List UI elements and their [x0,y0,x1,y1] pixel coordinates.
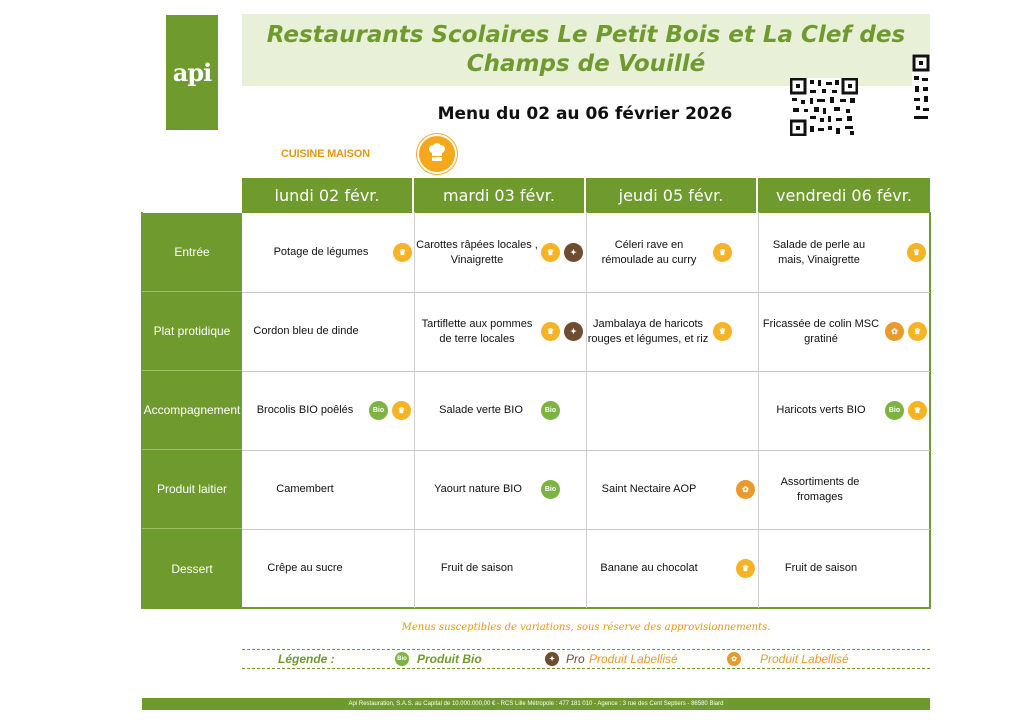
footer: Api Restauration, S.A.S. au Capital de 10.000.000,00 € - RCS Lille Métropole : 477 181 010 - Agence : 3 rue des Cent Septiers - 86580 Biard [142,698,930,710]
dish-label: Carottes râpées locales , Vinaigrette [416,238,538,266]
day-header-friday: vendredi 06 févr. [758,178,930,213]
chef-hat-icon: ♛ [541,243,560,262]
label-rosette-icon: ✿ [727,652,741,666]
chef-hat-icon: ♛ [393,243,412,262]
bio-icon: Bio [369,401,388,420]
dish-label: Fricassée de colin MSC gratiné [762,317,880,345]
legend-pro-prefix: Pro [566,652,585,666]
local-product-icon: ✦ [564,243,583,262]
dish-label: Potage de légumes [273,246,369,258]
dish-label: Crêpe au sucre [267,562,343,574]
chef-hat-icon: ♛ [392,401,411,420]
row-header-entree: Entrée [142,213,242,292]
menu-cell [415,213,586,292]
local-product-icon: ✦ [545,652,559,666]
menu-cell [587,371,758,450]
variations-note: Menus susceptibles de variations, sous réserve des approvisionnements. [401,622,771,633]
menu-cell [415,529,586,608]
legend-pro: Produit Labellisé [589,652,678,666]
day-header-tuesday: mardi 03 févr. [414,178,586,213]
dish-label: Fruit de saison [784,562,858,574]
dish-label: Banane au chocolat [600,562,698,574]
menu-cell [243,213,414,292]
row-header-accompagnement: Accompagnement [142,371,242,450]
row-header-dessert: Dessert [142,529,242,608]
cuisine-maison-label: CUISINE MAISON [281,148,370,160]
day-header-monday: lundi 02 févr. [242,178,414,213]
legend-title: Légende : [278,652,335,666]
dish-label: Yaourt nature BIO [434,483,522,495]
chef-hat-icon [417,134,457,174]
page-title: Restaurants Scolaires Le Petit Bois et La Clef des Champs de Vouillé [266,22,906,77]
bio-icon: Bio [395,652,409,666]
chef-hat-icon: ♛ [907,243,926,262]
menu-cell [415,292,586,371]
label-rosette-icon: ✿ [885,322,904,341]
chef-hat-icon: ♛ [908,401,927,420]
menu-cell [415,450,586,529]
local-product-icon: ✦ [564,322,583,341]
bio-icon: Bio [541,480,560,499]
day-header-thursday: jeudi 05 févr. [586,178,758,213]
dish-label: Tartiflette aux pommes de terre locales [421,317,533,345]
legend-bio: Produit Bio [417,652,482,666]
menu-cell [243,529,414,608]
qr-code-icon [790,78,858,136]
chef-hat-icon: ♛ [908,322,927,341]
bio-icon: Bio [885,401,904,420]
dish-label: Saint Nectaire AOP [601,483,697,495]
dish-label: Haricots verts BIO [776,404,866,416]
menu-cell [587,292,758,371]
dish-label: Assortiments de fromages [780,475,860,503]
dish-label: Jambalaya de haricots rouges et légumes, et riz [587,317,709,345]
row-header-laitier: Produit laitier [142,450,242,529]
dish-label: Salade verte BIO [439,404,523,416]
menu-cell [243,450,414,529]
bio-icon: Bio [541,401,560,420]
menu-cell [243,371,414,450]
dish-label: Camembert [276,483,334,495]
dish-label: Fruit de saison [440,562,514,574]
menu-cell [759,371,930,450]
title-band [242,14,930,86]
dish-label: Céleri rave en rémoulade au curry [601,238,697,266]
legend-label: Produit Labellisé [760,652,849,666]
chef-hat-icon: ♛ [713,322,732,341]
menu-cell [759,292,930,371]
menu-dates: Menu du 02 au 06 février 2026 [437,104,733,124]
chef-hat-icon: ♛ [713,243,732,262]
chef-hat-icon: ♛ [736,559,755,578]
qr-code-icon [912,54,932,122]
dish-label: Cordon bleu de dinde [253,325,359,337]
logo-text: api [172,58,212,87]
menu-cell [587,213,758,292]
menu-cell [587,529,758,608]
menu-cell [759,529,930,608]
menu-cell [415,371,586,450]
chef-hat-icon: ♛ [541,322,560,341]
label-rosette-icon: ✿ [736,480,755,499]
row-header-plat: Plat protidique [142,292,242,371]
menu-cell [759,450,930,529]
menu-cell [243,292,414,371]
menu-cell [587,450,758,529]
menu-cell [759,213,930,292]
dish-label: Brocolis BIO poêlés [256,404,354,416]
api-logo [166,15,218,130]
dish-label: Salade de perle au mais, Vinaigrette [772,238,866,266]
